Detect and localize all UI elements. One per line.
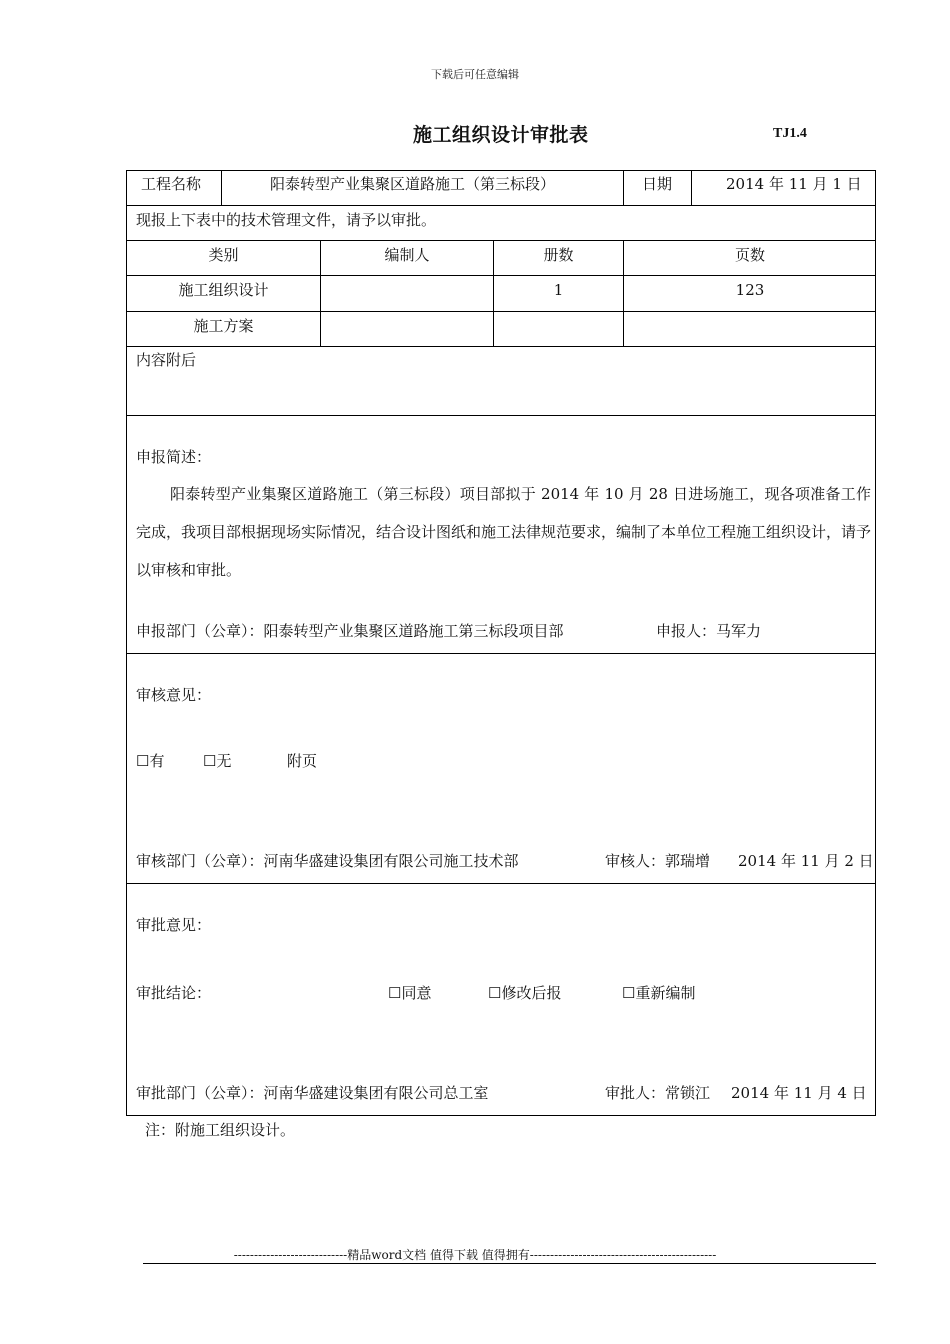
col-divider <box>221 170 222 206</box>
col-divider <box>691 170 692 206</box>
row-divider <box>126 205 876 206</box>
applicant: 申报人：马军力 <box>656 622 762 640</box>
date-label: 日期 <box>642 175 673 193</box>
row-divider <box>126 311 876 312</box>
table-cell: 施工组织设计 <box>178 281 269 299</box>
approve-date: 2014 年 11 月 4 日 <box>731 1084 867 1102</box>
col-header-volumes: 册数 <box>543 246 574 264</box>
review-date: 2014 年 11 月 2 日 <box>738 852 874 870</box>
reviewer: 审核人：郭瑞增 <box>605 852 711 870</box>
conclusion-label: 审批结论： <box>136 984 212 1002</box>
col-header-category: 类别 <box>208 246 239 264</box>
footer-rule <box>143 1263 876 1264</box>
form-code: TJ1.4 <box>773 126 807 141</box>
option-modify[interactable]: ☐修改后报 <box>488 984 562 1002</box>
review-attachment: 附页 <box>287 752 318 770</box>
project-name-label: 工程名称 <box>141 175 202 193</box>
col-header-author: 编制人 <box>384 246 430 264</box>
row-divider <box>126 415 876 416</box>
row-divider <box>126 653 876 654</box>
table-cell: 1 <box>553 281 564 299</box>
row-divider <box>126 275 876 276</box>
table-cell: 施工方案 <box>193 317 254 335</box>
report-line: 现报上下表中的技术管理文件，请予以审批。 <box>136 211 437 229</box>
row-divider <box>126 240 876 241</box>
option-agree[interactable]: ☐同意 <box>388 984 432 1002</box>
review-department: 审核部门（公章）：河南华盛建设集团有限公司施工技术部 <box>136 852 519 870</box>
header-note: 下载后可任意编辑 <box>431 68 519 81</box>
review-option-no[interactable]: ☐无 <box>203 752 232 770</box>
option-redo[interactable]: ☐重新编制 <box>622 984 696 1002</box>
approve-department: 审批部门（公章）：河南华盛建设集团有限公司总工室 <box>136 1084 489 1102</box>
col-divider <box>623 170 624 206</box>
row-divider <box>126 883 876 884</box>
date-value: 2014 年 11 月 1 日 <box>726 175 862 193</box>
attachment-note: 注：附施工组织设计。 <box>145 1121 296 1139</box>
approver: 审批人：常锁江 <box>605 1084 711 1102</box>
apply-department: 申报部门（公章）：阳泰转型产业集聚区道路施工第三标段项目部 <box>136 622 564 640</box>
review-label: 审核意见： <box>136 686 212 704</box>
summary-label: 申报简述： <box>136 448 212 466</box>
approve-label: 审批意见： <box>136 916 212 934</box>
table-cell: 123 <box>735 281 765 299</box>
review-option-yes[interactable]: ☐有 <box>136 752 165 770</box>
content-attached: 内容附后 <box>136 351 197 369</box>
row-divider <box>126 346 876 347</box>
col-header-pages: 页数 <box>734 246 765 264</box>
footer-text: ----------------------------精品word文档 值得下载 值得拥有---------------------------------------------- <box>233 1248 717 1262</box>
summary-text: 阳泰转型产业集聚区道路施工（第三标段）项目部拟于 2014 年 10 月 28 日进场施工，现各项准备工作完成，我项目部根据现场实际情况，结合设计图纸和施工法律规范要求，编制了本单位工程施工组织设计，请予以审核和审批。 <box>136 485 872 579</box>
page-title: 施工组织设计审批表 <box>413 124 589 146</box>
project-name-value: 阳泰转型产业集聚区道路施工（第三标段） <box>270 175 556 193</box>
